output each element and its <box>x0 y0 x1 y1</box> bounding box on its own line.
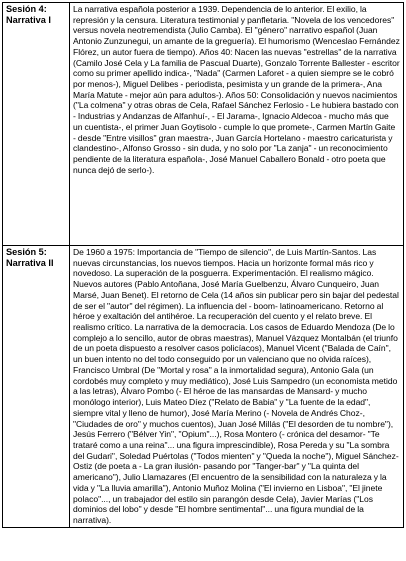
session-content-text: De 1960 a 1975: Importancia de "Tiempo de silencio", de Luis Martín-Santos. Las nuevas circunstancias, los nuevos tiempos. Hacia un horizonte formal más rico y novedoso. La superación de la posguerra. Experimentación. El realismo mágico. Nuevos autores (Pablo Antoñana, José María Guelbenzu, Álvaro Cunqueiro, Juan Marsé, Juan Benet). El retorno de Cela (14 años sin publicar pero sin bajar del pedestal de ser el "autor" del régimen). La influencia del - boom- latinoamericano. Retorno al héroe y exaltación del antihéroe. La recuperación del cuento y el relato breve. El realismo crítico. La narrativa de la democracia. Los casos de Eduardo Mendoza (De lo complejo a lo sencillo, autor de obras maestras), Manuel Vázquez Montalbán (el triunfo de un poeta dispuesto a resolver casos policíacos), Manuel Vicent ("Balada de Caín", un buen intento no del todo conseguido por un valenciano que no olvida raíces), Francisco Umbral (De "Mortal y rosa" a la inmortalidad segura), Antonio Gala (un cordobés muy completo y muy mediático), José Luis Sampedro (un economista metido a las letras), Álvaro Pombo (- El héroe de las mansardas de Mansard- y mucho monólogo interior), Luis Mateo Díez ("Relato de Babia" y "La fuente de la edad", siempre vital y lleno de humor), José María Merino (- Novela de Andrés Choz-, "Ciudades de oro" y muchos cuentos), Juan José Millás ("El desorden de tu nombre"), Jesús Ferrero ("Bélver Yin", "Opium"...), Rosa Montero (- crónica del desamor- "Te trataré como a una reina"... una figura imprescindible), Rosa Pereda y su "La sombra del Gudari", Soledad Puértolas ("Todos mienten" y "Queda la noche"), Miguel Sánchez-Ostiz (de poeta a - La gran ilusión- pasando por "Tanger-bar" y "La quinta del americano"), Julio Llamazares (El encuentro de la sensibilidad con la naturaleza y la vida y "La lluvia amarilla"), Antonio Muñoz Molina ("El invierno en Lisboa", "El jinete polaco"..., un trabajador del estilo sin parangón desde Cela), Javier Marías ("Los dominios del lobo" y desde "El hombre sentimental"... una figura mundial de la narrativa). <box>73 247 399 525</box>
table-row <box>3 246 404 528</box>
session-title: Sesión 4: <box>6 4 47 14</box>
session-content-cell <box>70 246 404 528</box>
section-title: Narrativa II <box>6 258 54 269</box>
session-content-text: La narrativa española posterior a 1939. Dependencia de lo anterior. El exilio, la represión y la censura. Literatura testimonial y panfletaria. "Novela de los vencedores" versus novela neotremendista (Julio Camba). El "género" narrativo español (Juan Antonio Zunzunegui, un amante de la greguería). El humorismo (Wenceslao Fernández Flórez, un autor fuera de tiempo). Años 40: Nacen las nuevas "estrellas" de la narrativa (Camilo José Cela y La familia de Pascual Duarte), Gonzalo Torrente Ballester - escritor como su primer apellido indica-, "Nada" (Carmen Laforet - a quien siempre se le cobró por menos-), Miguel Delibes - periodista, pesimista y un grande de la primera-, Ana María Matute - mejor aún para adultos-). Años 50: Consolidación y nuevos nacimientos ("La colmena" y otras obras de Cela, Rafael Sánchez Ferlosio - Le hubiera bastado con - Industrias y Andanzas de Alfanhuí-, - El Jarama-, Ignacio Aldecoa - mucho más que un cuentista-, el primer Juan Goytisolo - cumple lo que promete-, Carmen Martín Gaite - desde "Entre visillos" gran maestra-, Juan García Hortelano - maestro caricaturista y clandestino-, Alfonso Grosso - sin duda, y no solo por "La zanja" - un reconocimiento pendiente de la literatura española-, José Manuel Caballero Bonald - otro poeta que nunca dejó de serlo-). <box>73 4 400 175</box>
session-content-cell <box>70 3 404 246</box>
sessions-table <box>2 2 404 528</box>
session-label-cell <box>3 3 70 246</box>
session-title: Sesión 5: <box>6 247 47 257</box>
table-row <box>3 3 404 246</box>
session-label-cell <box>3 246 70 528</box>
section-title: Narrativa I <box>6 15 51 26</box>
